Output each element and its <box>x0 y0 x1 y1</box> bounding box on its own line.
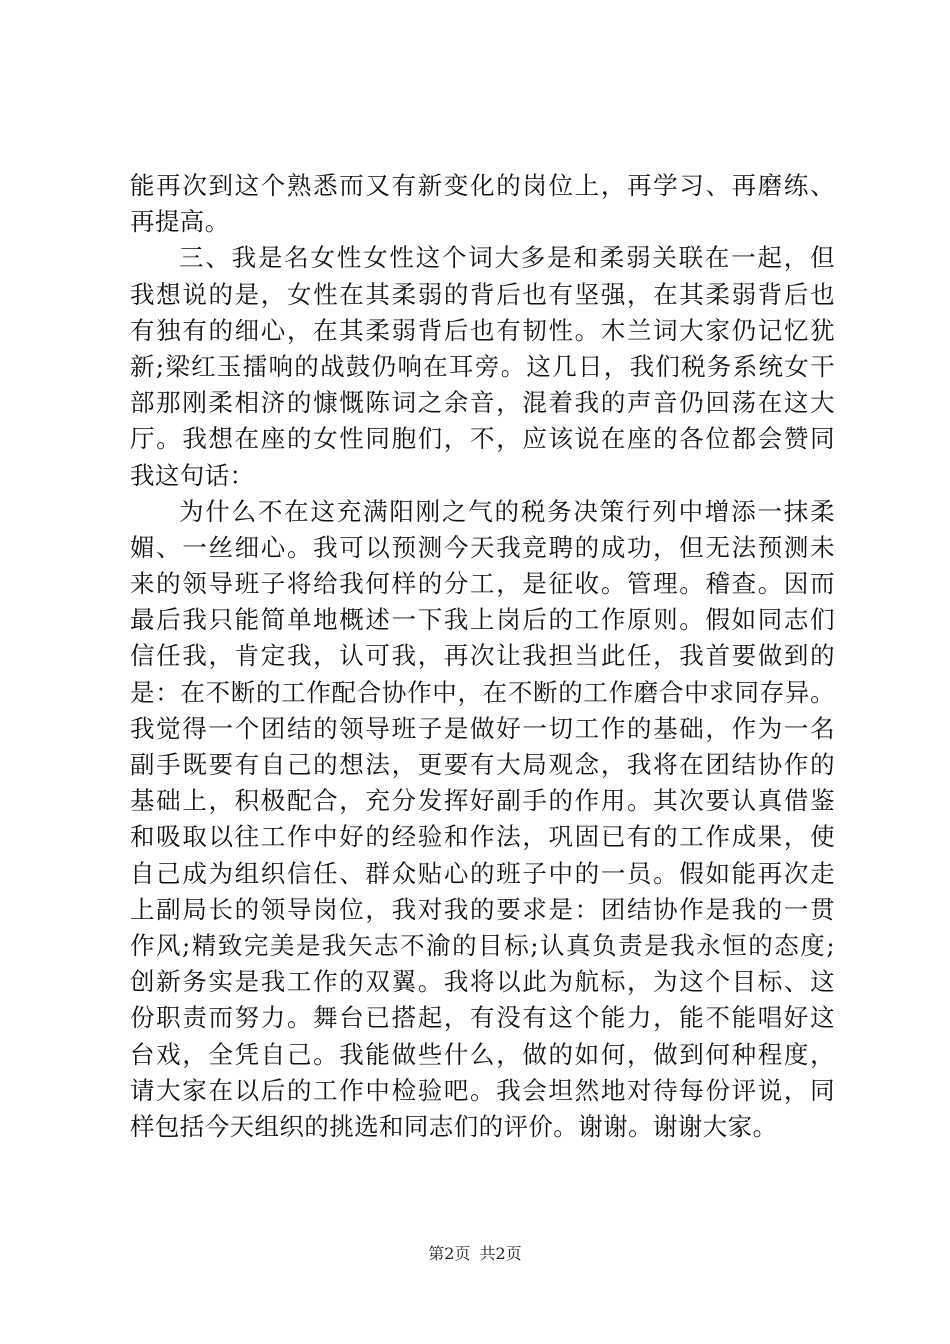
text-line: 有独有的细心，在其柔弱背后也有韧性。木兰词大家仍记忆犹 <box>130 315 835 345</box>
text-line: 最后我只能简单地概述一下我上岗后的工作原则。假如同志们 <box>130 605 835 635</box>
text-line: 能再次到这个熟悉而又有新变化的岗位上，再学习、再磨练、 <box>130 171 835 200</box>
text-line: 为什么不在这充满阳刚之气的税务决策行列中增添一抹柔 <box>179 496 835 526</box>
page-total: 共2页 <box>479 1244 522 1263</box>
text-line: 创新务实是我工作的双翼。我将以此为航标，为这个目标、这 <box>130 967 835 997</box>
text-line: 基础上，积极配合，充分发挥好副手的作用。其次要认真借鉴 <box>130 786 835 816</box>
text-line: 台戏，全凭自己。我能做些什么，做的如何，做到何种程度， <box>130 1039 835 1069</box>
text-line: 请大家在以后的工作中检验吧。我会坦然地对待每份评说，同 <box>130 1075 835 1105</box>
text-line: 再提高。 <box>130 207 230 237</box>
text-line: 我觉得一个团结的领导班子是做好一切工作的基础，作为一名 <box>130 713 835 743</box>
text-line: 来的领导班子将给我何样的分工，是征收。管理。稽查。因而 <box>130 569 835 599</box>
text-line: 我想说的是，女性在其柔弱的背后也有坚强，在其柔弱背后也 <box>130 279 835 309</box>
text-line: 副手既要有自己的想法，更要有大局观念，我将在团结协作的 <box>130 750 835 779</box>
document-body <box>130 168 835 1145</box>
text-line: 我这句话： <box>130 460 255 490</box>
text-line: 信任我，肯定我，认可我，再次让我担当此任，我首要做到的 <box>130 641 835 671</box>
text-line: 份职责而努力。舞台已搭起，有没有这个能力，能不能唱好这 <box>130 1003 835 1033</box>
text-line: 新;梁红玉擂响的战鼓仍响在耳旁。这几日，我们税务系统女干 <box>130 351 835 381</box>
text-line: 作风;精致完美是我矢志不渝的目标;认真负责是我永恒的态度; <box>130 930 835 960</box>
text-line: 自己成为组织信任、群众贴心的班子中的一员。假如能再次走 <box>130 858 835 888</box>
text-line: 上副局长的领导岗位，我对我的要求是：团结协作是我的一贯 <box>130 894 835 924</box>
page-footer <box>0 1243 950 1265</box>
text-line: 是：在不断的工作配合协作中，在不断的工作磨合中求同存异。 <box>130 677 835 707</box>
page-number: 第2页 <box>428 1244 471 1263</box>
text-line: 样包括今天组织的挑选和同志们的评价。谢谢。谢谢大家。 <box>130 1111 778 1141</box>
text-line: 厅。我想在座的女性同胞们，不，应该说在座的各位都会赞同 <box>130 424 835 454</box>
text-line: 三、我是名女性女性这个词大多是和柔弱关联在一起，但 <box>179 243 835 273</box>
text-line: 媚、一丝细心。我可以预测今天我竞聘的成功，但无法预测未 <box>130 532 835 562</box>
text-line: 和吸取以往工作中好的经验和作法，巩固已有的工作成果，使 <box>130 822 835 852</box>
text-line: 部那刚柔相济的慷慨陈词之余音，混着我的声音仍回荡在这大 <box>130 388 835 418</box>
